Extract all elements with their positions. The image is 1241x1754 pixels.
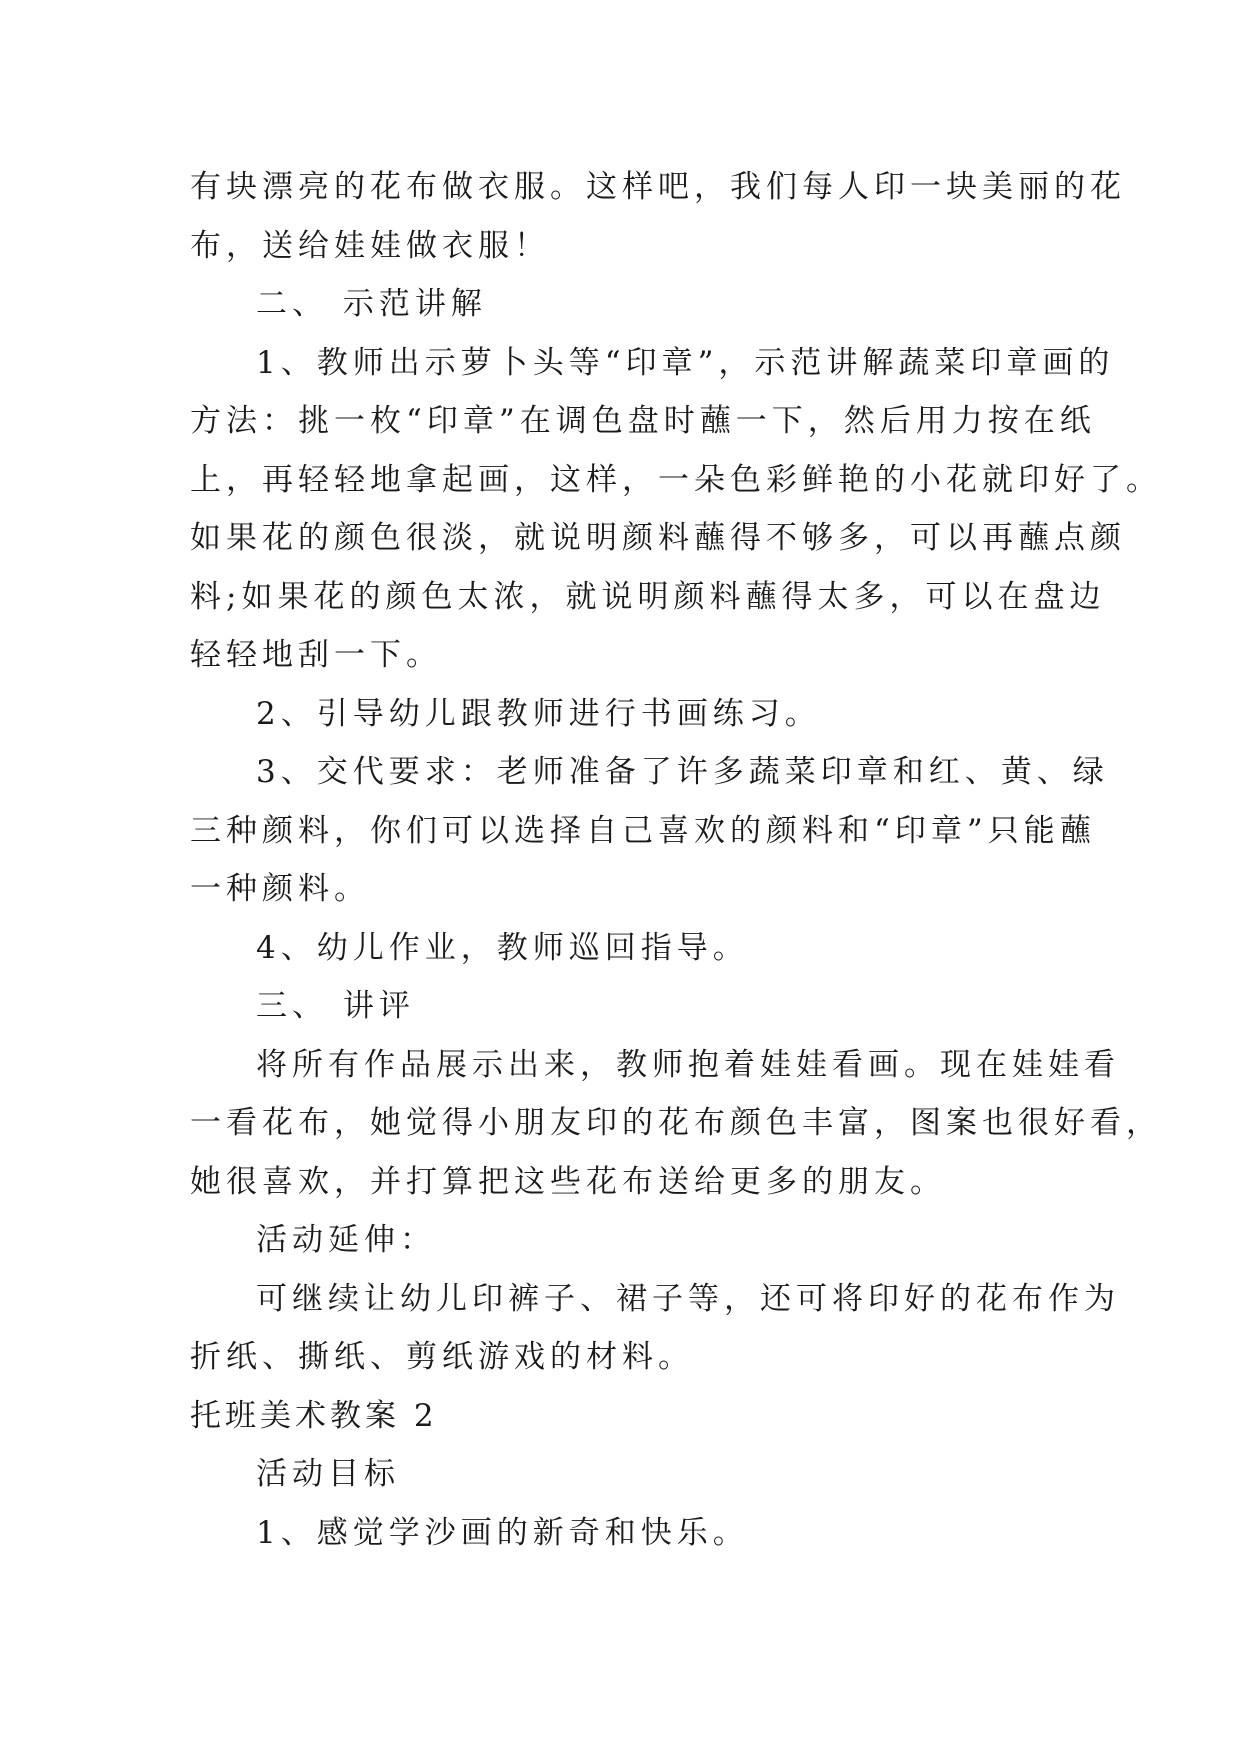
text-line: 2、引导幼儿跟教师进行书画练习。 bbox=[256, 695, 821, 732]
text-line: 她很喜欢，并打算把这些花布送给更多的朋友。 bbox=[190, 1163, 946, 1200]
text-line: 三种颜料，你们可以选择自己喜欢的颜料和“印章”只能蘸 bbox=[190, 812, 1096, 849]
text-line: 料;如果花的颜色太浓，就说明颜料蘸得太多，可以在盘边 bbox=[190, 578, 1106, 615]
document-title: 托班美术教案 2 bbox=[190, 1397, 438, 1434]
text-line: 有块漂亮的花布做衣服。这样吧，我们每人印一块美丽的花 bbox=[190, 169, 1126, 205]
text-line: 折纸、撕纸、剪纸游戏的材料。 bbox=[190, 1339, 694, 1375]
text-line: 一看花布，她觉得小朋友印的花布颜色丰富，图案也很好看， bbox=[190, 1105, 1162, 1141]
text-line: 轻轻地刮一下。 bbox=[190, 637, 442, 673]
section-heading: 二、 示范讲解 bbox=[256, 286, 487, 322]
text-line: 4、幼儿作业，教师巡回指导。 bbox=[256, 929, 749, 966]
text-line: 一种颜料。 bbox=[190, 871, 370, 907]
section-heading: 活动目标 bbox=[256, 1456, 400, 1492]
text-line: 1、教师出示萝卜头等“印章”，示范讲解蔬菜印章画的 bbox=[256, 344, 1115, 381]
section-heading: 活动延伸： bbox=[256, 1222, 436, 1258]
section-heading: 三、 讲评 bbox=[256, 988, 415, 1024]
text-line: 方法：挑一枚“印章”在调色盘时蘸一下，然后用力按在纸 bbox=[190, 403, 1096, 439]
text-line: 1、感觉学沙画的新奇和快乐。 bbox=[256, 1514, 749, 1551]
text-line: 可继续让幼儿印裤子、裙子等，还可将印好的花布作为 bbox=[256, 1280, 1120, 1317]
document-body bbox=[190, 158, 1162, 1562]
text-line: 将所有作品展示出来，教师抱着娃娃看画。现在娃娃看 bbox=[256, 1046, 1120, 1083]
text-line: 如果花的颜色很淡，就说明颜料蘸得不够多，可以再蘸点颜 bbox=[190, 520, 1126, 556]
text-line: 3、交代要求：老师准备了许多蔬菜印章和红、黄、绿 bbox=[256, 754, 1109, 790]
text-line: 上，再轻轻地拿起画，这样，一朵色彩鲜艳的小花就印好了。 bbox=[190, 461, 1162, 498]
text-line: 布，送给娃娃做衣服！ bbox=[190, 227, 550, 264]
